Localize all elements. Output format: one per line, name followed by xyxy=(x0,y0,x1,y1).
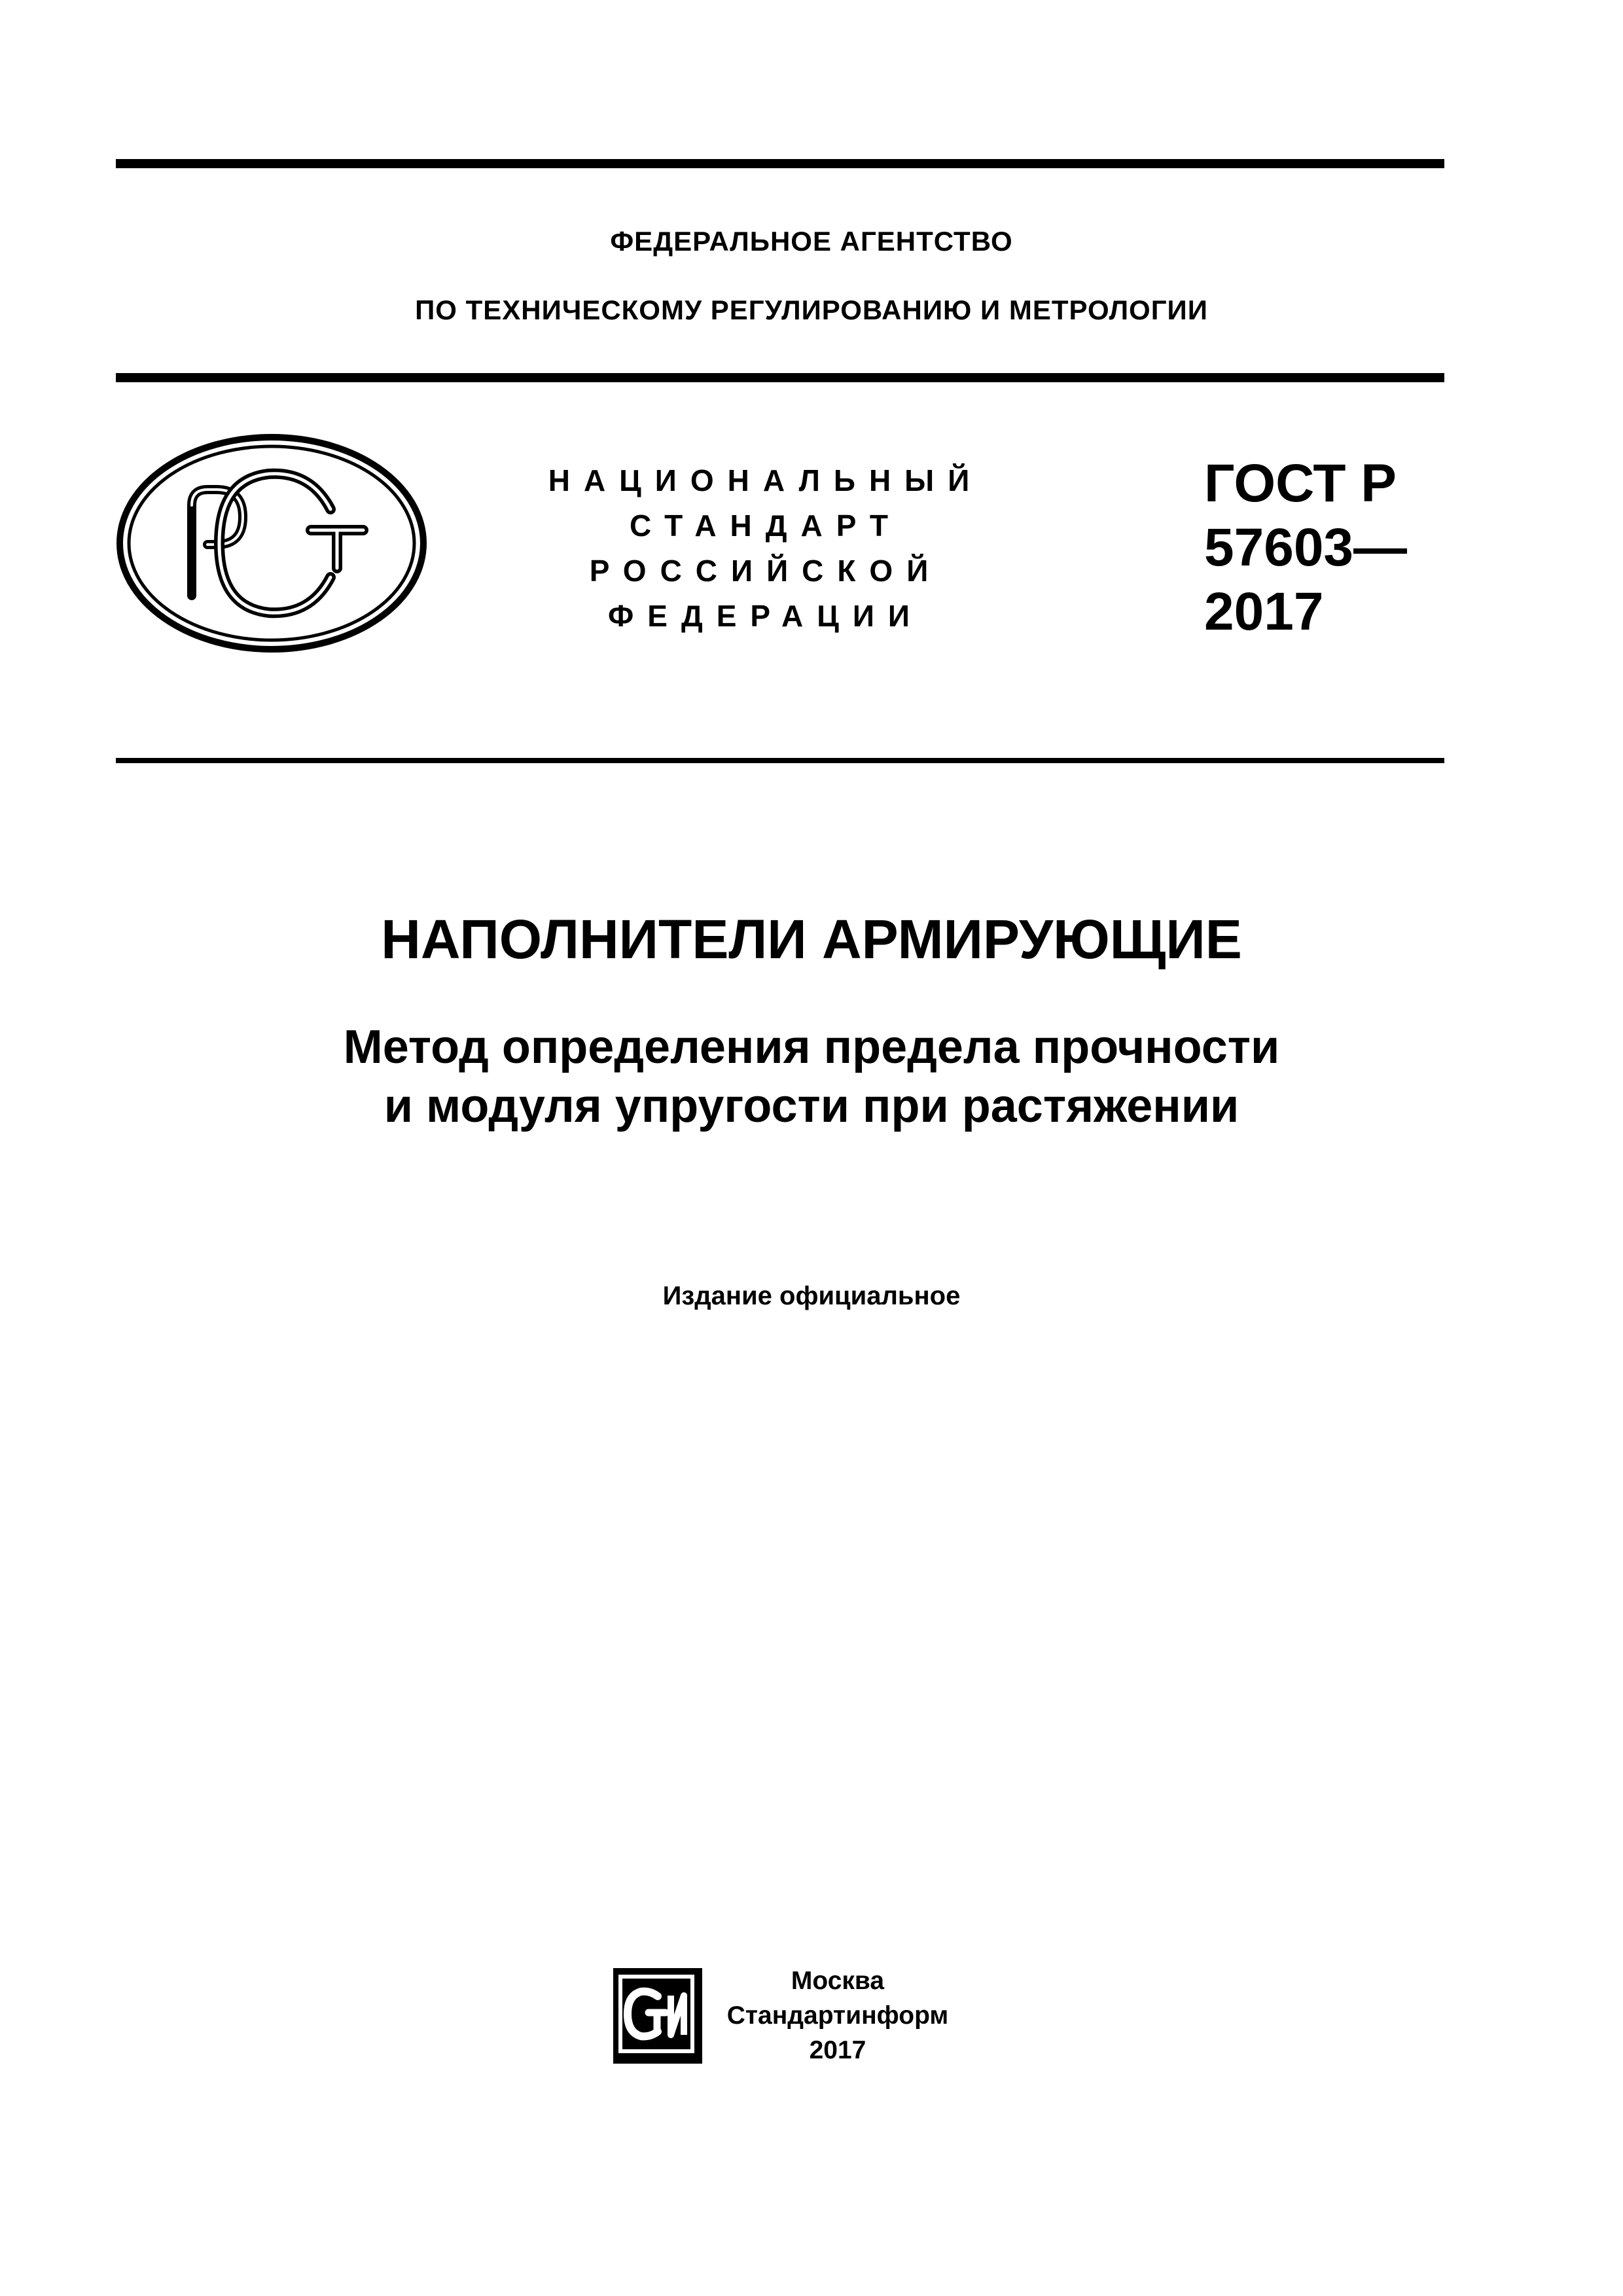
national-line-4: ФЕДЕРАЦИИ xyxy=(608,599,923,633)
agency-line-1: ФЕДЕРАЛЬНОЕ АГЕНТСТВО xyxy=(610,226,1013,257)
document-subtitle xyxy=(0,1018,1623,1136)
publisher-year: 2017 xyxy=(809,2036,866,2064)
code-line-3: 2017 xyxy=(1204,582,1324,641)
title-top-rule xyxy=(116,758,1444,763)
publisher-block xyxy=(726,1964,949,2068)
document-title: НАПОЛНИТЕЛИ АРМИРУЮЩИЕ xyxy=(381,908,1242,970)
national-standard-label xyxy=(510,458,1021,639)
standard-code xyxy=(1204,452,1440,644)
top-rule xyxy=(116,159,1444,168)
edition-note: Издание официальное xyxy=(662,1282,961,1310)
agency-line-2: ПО ТЕХНИЧЕСКОМУ РЕГУЛИРОВАНИЮ И МЕТРОЛОГИИ xyxy=(415,295,1208,325)
standartinform-logo-icon xyxy=(612,1967,704,2065)
publisher-name: Стандартинформ xyxy=(726,2001,949,2030)
publisher-city: Москва xyxy=(791,1967,885,1995)
national-line-3: РОССИЙСКОЙ xyxy=(589,554,942,588)
national-line-1: НАЦИОНАЛЬНЫЙ xyxy=(548,463,984,497)
code-line-2: 57603— xyxy=(1204,518,1408,577)
code-line-1: ГОСТ Р xyxy=(1204,454,1397,513)
rst-logo-icon xyxy=(115,432,429,655)
national-line-2: СТАНДАРТ xyxy=(630,509,902,543)
subtitle-line-1: Метод определения предела прочности xyxy=(343,1021,1280,1073)
header-bottom-rule xyxy=(116,373,1444,382)
subtitle-line-2: и модуля упругости при растяжении xyxy=(383,1080,1240,1132)
